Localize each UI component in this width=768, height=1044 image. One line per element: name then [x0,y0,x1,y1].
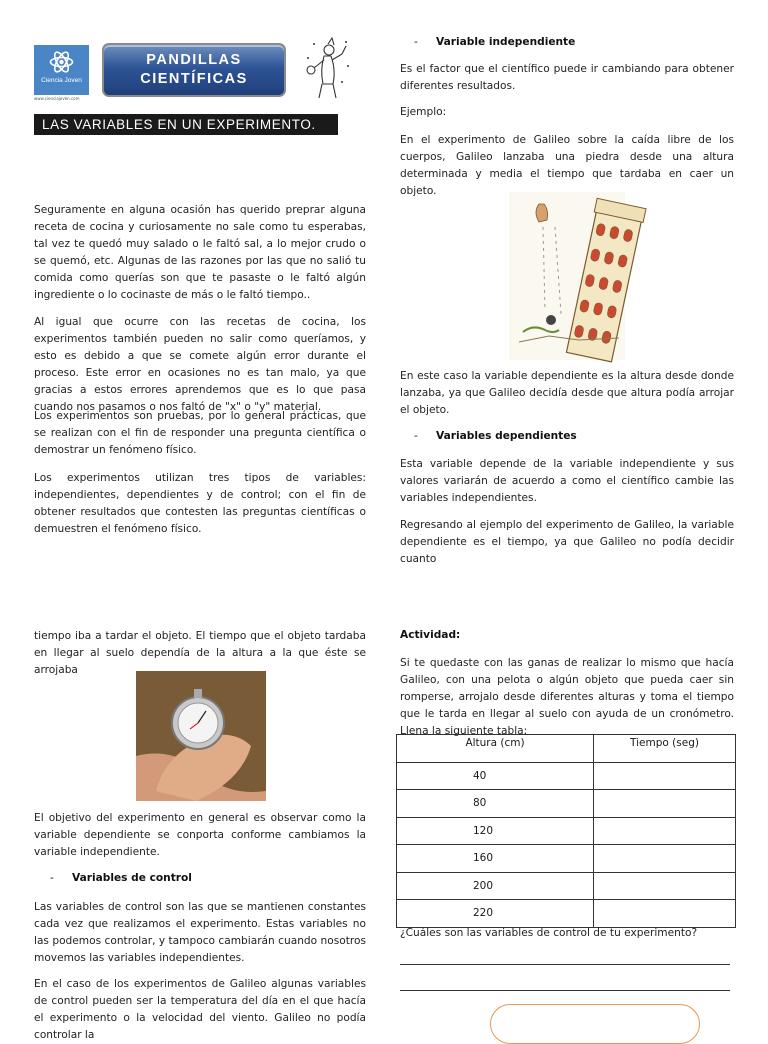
height-time-table [396,734,736,928]
heading-text: Variables de control [72,872,192,884]
banner-line-1: PANDILLAS [146,52,242,68]
intro-paragraph: Seguramente en alguna ocasión has querido preprar alguna receta de cocina y curiosamente no sale como tu esperabas, tal vez te quedó muy salado o le faltó sal, a lo mejor crudo o se quemó, etc. Algunas de las razones por las que no salió tu comida como querías son que te pasaste o le faltó algún ingrediente o lo cocinaste de más o le faltó tiempo.. [34,204,366,301]
table-header-row [397,735,736,763]
logo-text: Ciencia Joven [41,77,82,84]
tiempo-cell[interactable] [594,762,736,790]
column-header-tiempo: Tiempo (seg) [594,735,736,763]
banner-line-2: CIENTÍFICAS [140,71,248,87]
altura-cell: 160 [397,845,594,873]
scientist-illustration [302,36,354,102]
answer-box [490,1004,700,1044]
heading-text: Variables dependientes [436,430,577,442]
dependent-definition: Esta variable depende de la variable independiente y sus valores variarán de acuerdo a como el científico cambie las variables independientes. [400,458,734,504]
experiments-paragraph: Los experimentos son pruebas, por lo general prácticas, que se realizan con el fin de responder una pregunta científica o demostrar un fenómeno físico. [34,410,366,456]
variables-types-paragraph: Los experimentos utilizan tres tipos de variables: independientes, dependientes y de control; con el fin de obtener resultados que contesten las preguntas científicas o demuestren el fenómeno físico. [34,472,366,535]
altura-cell: 80 [397,790,594,818]
altura-cell: 200 [397,872,594,900]
tiempo-cell[interactable] [594,845,736,873]
altura-cell: 220 [397,900,594,928]
table-row [397,845,736,873]
tiempo-cell[interactable] [594,872,736,900]
tiempo-cell[interactable] [594,900,736,928]
answer-line-2[interactable] [400,990,730,991]
stopwatch-photo [136,671,266,801]
tiempo-cell[interactable] [594,817,736,845]
altura-cell: 40 [397,762,594,790]
logo-url: www.cienciajoven.com [34,96,80,101]
heading-variables-dependientes: - Variables dependientes [414,430,577,442]
atom-logo-icon [34,45,89,95]
table-row [397,790,736,818]
tiempo-cell[interactable] [594,790,736,818]
continuation-paragraph: tiempo iba a tardar el objeto. El tiempo que el objeto tardaba en llegar al suelo dependía de la altura a la que éste se arrojaba [34,630,366,676]
ciencia-joven-logo [34,45,89,95]
control-question: ¿Cuáles son las variables de control de tu experimento? [400,927,698,939]
galileo-dependent-paragraph: Regresando al ejemplo del experimento de Galileo, la variable dependiente es el tiempo, ya que Galileo no podía decidir cuanto [400,519,734,565]
page-title: LAS VARIABLES EN UN EXPERIMENTO. [34,114,338,135]
example-label: Ejemplo: [400,106,447,118]
objective-paragraph: El objetivo del experimento en general es observar como la variable dependiente se conporta conforme cambiamos la variable independiente. [34,812,366,858]
table-row [397,900,736,928]
galileo-example: En el experimento de Galileo sobre la caída libre de los cuerpos, Galileo lanzaba una piedra desde una altura determinada y media el tiempo que tardaba en caer un objeto. [400,134,734,197]
heading-text: Variable independiente [436,36,576,48]
altura-cell: 120 [397,817,594,845]
heading-actividad: Actividad: [400,629,461,641]
independent-definition: Es el factor que el científico puede ir cambiando para obtener diferentes resultados. [400,63,734,92]
errors-paragraph: Al igual que ocurre con las recetas de cocina, los experimentos también pueden no salir como queríamos, y esto es debido a que se comete algún error durante el proceso. Este error en ocasiones no es tan malo, ya que gracias a estos errores aprendemos que es lo que pasa cuando nos pasamos o nos faltó de "x" o "y" material. [34,316,366,413]
activity-paragraph: Si te quedaste con las ganas de realizar lo mismo que hacía Galileo, con una pelota o algún objeto que pueda caer sin romperse, arrojalo desde diferentes alturas y toma el tiempo que le tarda en llegar al suelo con ayuda de un cronómetro. Llena la siguiente tabla: [400,657,734,737]
table-row [397,872,736,900]
galileo-control-paragraph: En el caso de los experimentos de Galileo algunas variables de control pueden ser la temperatura del día en el que hacía el experimento o la velocidad del viento. Galileo no podía controlar la [34,978,366,1041]
leaning-tower-illustration [509,192,625,360]
dependent-height-paragraph: En este caso la variable dependiente es la altura desde donde lanzaba, ya que Galileo decidía desde que altura podía arrojar el objeto. [400,370,734,416]
banner [102,43,286,97]
heading-variable-independiente: - Variable independiente [414,36,576,48]
column-header-altura: Altura (cm) [397,735,594,763]
control-paragraph: Las variables de control son las que se mantienen constantes cada vez que realizamos el experimento. Estas variables no las podemos controlar, y tampoco cambiarán cuando nosotros movemos las variables independientes. [34,901,366,964]
table-row [397,817,736,845]
table-row [397,762,736,790]
heading-variables-control: - Variables de control [50,872,192,884]
answer-line-1[interactable] [400,964,730,965]
